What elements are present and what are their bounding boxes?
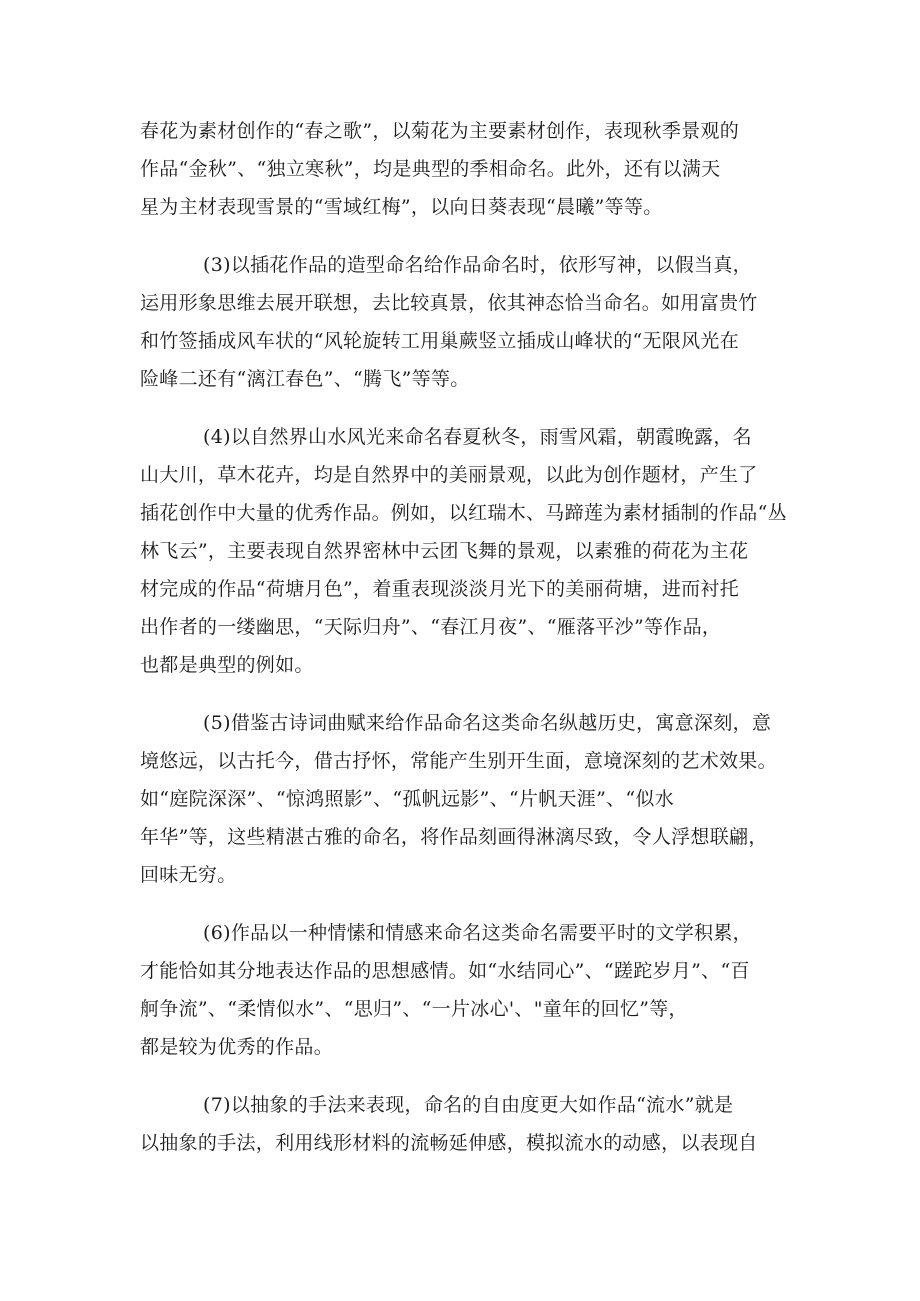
- text-line: 出作者的一缕幽思，“天际归舟”、“春江月夜”、“雁落平沙”等作品，: [140, 616, 722, 638]
- text-line: (5)借鉴古诗词曲赋来给作品命名这类命名纵越历史，寓意深刻，意: [203, 712, 772, 734]
- text-line: 山大川，草木花卉，均是自然界中的美丽景观，以此为创作题材，产生了: [140, 464, 758, 486]
- text-line: 舸争流”、“柔情似水”、“思归”、“一片冰心'、"童年的回忆”等，: [140, 998, 688, 1020]
- text-line: 材完成的作品“荷塘月色”，着重表现淡淡月光下的美丽荷塘，进而衬托: [140, 578, 740, 600]
- text-line: 都是较为优秀的作品。: [140, 1036, 334, 1058]
- paragraph-7: [140, 1086, 790, 1162]
- text-line: 年华”等，这些精湛古雅的命名，将作品刻画得淋漓尽致，令人浮想联翩，: [140, 826, 768, 848]
- paragraph-6: [140, 914, 790, 1066]
- text-line: 和竹签插成风车状的“风轮旋转工用巢蕨竖立插成山峰状的“无限风光在: [140, 330, 740, 352]
- document-body: [140, 112, 790, 1182]
- text-line: 作品“金秋”、“独立寒秋”，均是典型的季相命名。此外，还有以满天: [140, 158, 721, 180]
- paragraph-4: [140, 418, 790, 684]
- text-line: 运用形象思维去展开联想，去比较真景，依其神态恰当命名。如用富贵竹: [140, 292, 758, 314]
- text-line: 回味无穷。: [140, 864, 237, 886]
- text-line: 才能恰如其分地表达作品的思想感情。如“水结同心”、“蹉跎岁月”、“百: [140, 960, 750, 982]
- paragraph-3: [140, 246, 790, 398]
- text-line: 也都是典型的例如。: [140, 654, 314, 676]
- text-line: 境悠远，以古托今，借古抒怀，常能产生别开生面，意境深刻的艺术效果。: [140, 750, 777, 772]
- text-line: 插花创作中大量的优秀作品。例如，以红瑞木、马蹄莲为素材插制的作品“丛: [140, 502, 787, 524]
- text-line: (3)以插花作品的造型命名给作品命名时，依形写神，以假当真，: [203, 254, 752, 276]
- text-line: 林飞云”，主要表现自然界密林中云团飞舞的景观，以素雅的荷花为主花: [140, 540, 749, 562]
- text-line: (6)作品以一种情愫和情感来命名这类命名需要平时的文学积累，: [203, 922, 752, 944]
- paragraph-continuation: [140, 112, 790, 226]
- text-line: 星为主材表现雪景的“雪域红梅”，以向日葵表现“晨曦”等等。: [140, 196, 663, 218]
- text-line: (7)以抽象的手法来表现，命名的自由度更大如作品“流水”就是: [203, 1094, 734, 1116]
- text-line: 春花为素材创作的“春之歌”，以菊花为主要素材创作，表现秋季景观的: [140, 120, 740, 142]
- text-line: 如“庭院深深”、“惊鸿照影”、“孤帆远影”、“片帆天涯”、“似水: [140, 788, 675, 810]
- text-line: 以抽象的手法，利用线形材料的流畅延伸感，模拟流水的动感，以表现自: [140, 1132, 758, 1154]
- text-line: (4)以自然界山水风光来命名春夏秋冬，雨雪风霜，朝霞晚露，名: [203, 426, 752, 448]
- paragraph-5: [140, 704, 790, 894]
- text-line: 险峰二还有“漓江春色”、“腾飞”等等。: [140, 368, 470, 390]
